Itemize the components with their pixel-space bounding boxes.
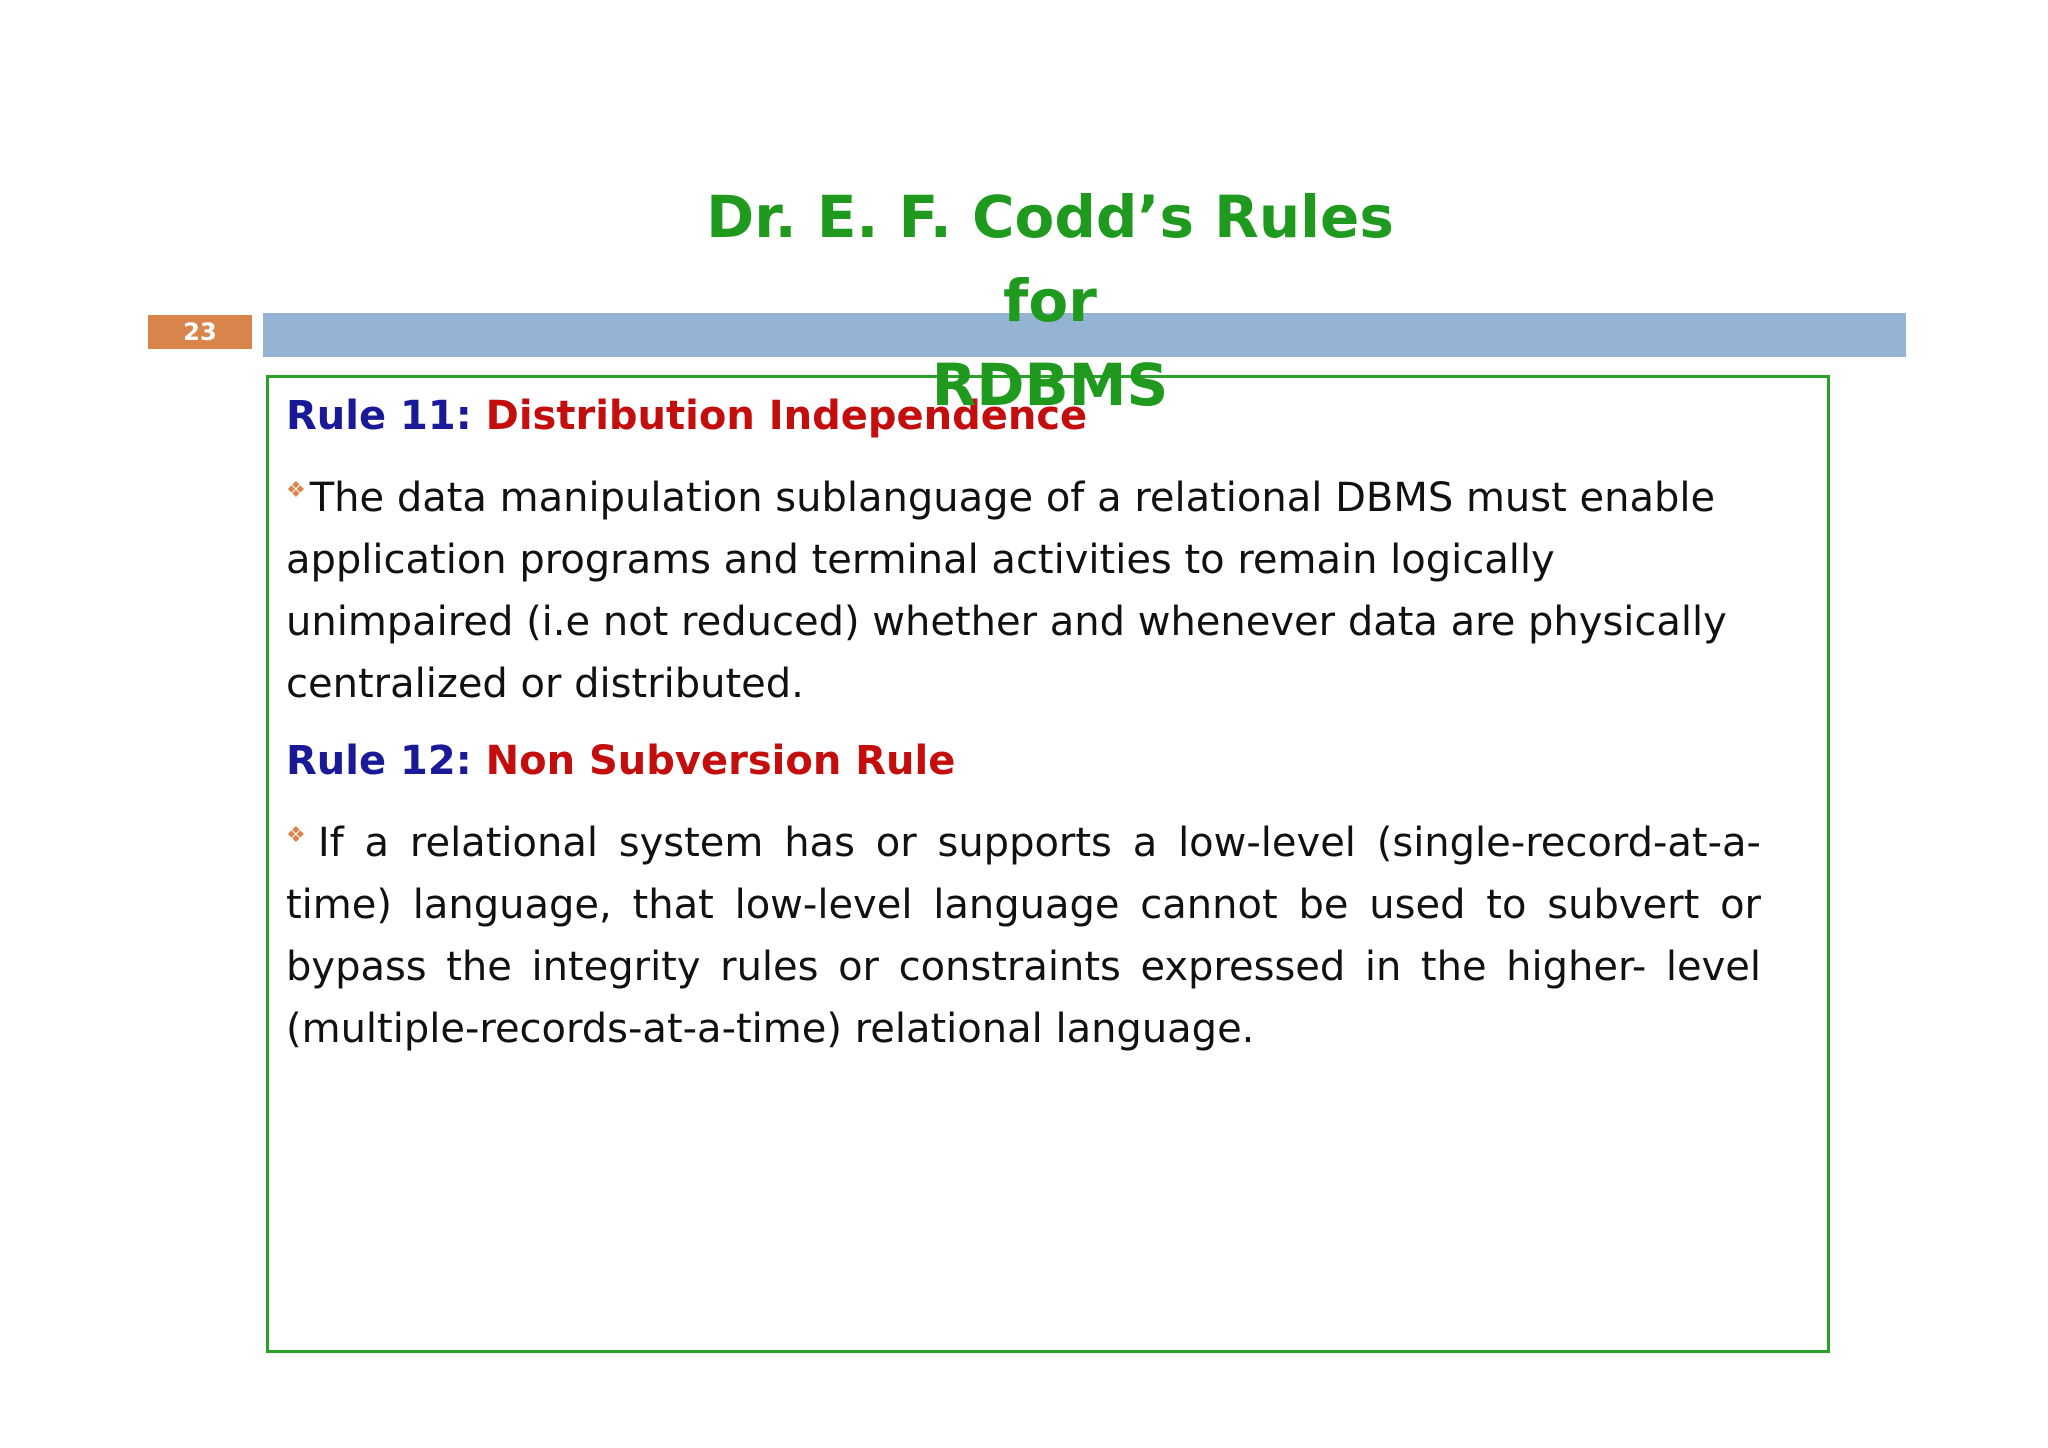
diamond-bullet-icon: ❖: [286, 478, 306, 503]
rule-11-line-3: unimpaired (i.e not reduced) whether and whenever data are physically: [286, 599, 1727, 645]
rule-12-body: [286, 805, 1761, 1060]
diamond-bullet-icon: ❖: [286, 823, 314, 848]
rule-12-heading: [286, 737, 1761, 785]
rule-11-line-1-text: The data manipulation sublanguage of a relational DBMS must enable: [309, 475, 1716, 521]
slide-title-line-1: Dr. E. F. Codd’s Rules for: [706, 183, 1394, 335]
rule-11-prefix: Rule 11:: [286, 393, 472, 439]
rule-11-line-1: [286, 460, 1761, 529]
content-box: [266, 375, 1830, 1353]
rule-11-name: Distribution Independence: [485, 393, 1088, 439]
slide-title-line-2: RDBMS: [931, 351, 1169, 419]
rule-11-body: [286, 460, 1761, 715]
page-number-badge: 23: [148, 315, 252, 349]
rule-11-line-2: application programs and terminal activities to remain logically: [286, 537, 1555, 583]
rule-12-body-text: If a relational system has or supports a low-level (single-record-at-a-time) language, that low-level language cannot be used to subvert or bypass the integrity rules or constraints expressed in the higher- level (multiple-records-at-a-time) relational language.: [286, 820, 1761, 1052]
rule-12-prefix: Rule 12:: [286, 738, 472, 784]
rule-11-line-4: centralized or distributed.: [286, 661, 804, 707]
rule-12-name: Non Subversion Rule: [485, 738, 956, 784]
slide-title: [650, 175, 1450, 427]
